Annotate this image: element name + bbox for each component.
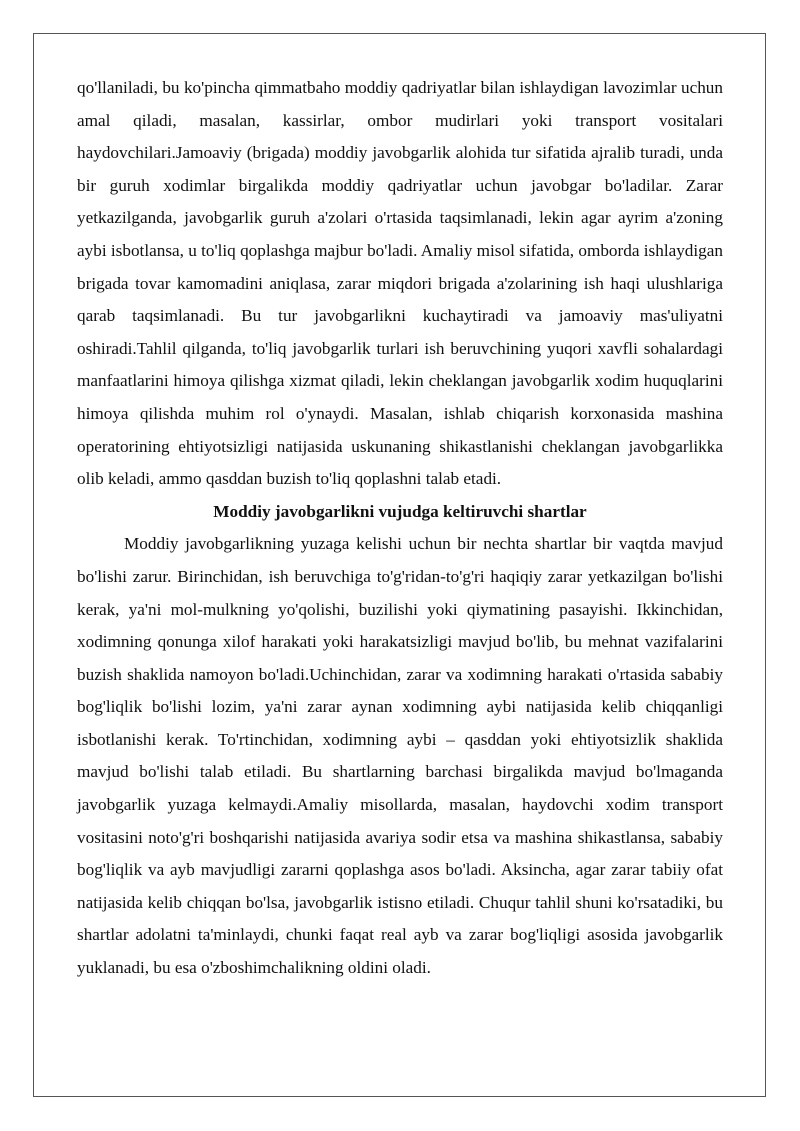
section-heading: Moddiy javobgarlikni vujudga keltiruvchi shartlar xyxy=(213,501,587,521)
body-paragraph-2: Moddiy javobgarlikning yuzaga kelishi uchun bir nechta shartlar bir vaqtda mavjud bo'lishi zarur. Birinchidan, ish beruvchiga to'g'ridan-to'g'ri haqiqiy zarar yetkazilgan bo'lishi kerak, ya'ni mol-mulkning yo'qolishi, buzilishi yoki qiymatining pasayishi. Ikkinchidan, xodimning qonunga xilof harakati yoki harakatsizligi mavjud bo'lib, bu mehnat vazifalarini buzish shaklida namoyon bo'ladi.Uchinchidan, zarar va xodimning harakati o'rtasida sababiy bog'liqlik bo'lishi lozim, ya'ni zarar aynan xodimning aybi natijasida kelib chiqqanligi isbotlanishi kerak. To'rtinchidan, xodimning aybi – qasddan yoki ehtiyotsizlik shaklida mavjud bo'lishi talab etiladi. Bu shartlarning barchasi birgalikda mavjud bo'lmaganda javobgarlik yuzaga kelmaydi.Amaliy misollarda, masalan, haydovchi xodim transport vositasini noto'g'ri boshqarishi natijasida avariya sodir etsa va mashina shikastlansa, sababiy bog'liqlik va ayb mavjudligi zararni qoplashga asos bo'ladi. Aksincha, agar zarar tabiiy ofat natijasida kelib chiqqan bo'lsa, javobgarlik istisno etiladi. Chuqur tahlil shuni ko'rsatadiki, bu shartlar adolatni ta'minlaydi, chunki faqat real ayb va zarar bog'liqligi asosida javobgarlik yuklanadi, bu esa o'zboshimchalikning oldini oladi. xyxy=(77,534,723,978)
body-paragraph-1: qo'llaniladi, bu ko'pincha qimmatbaho moddiy qadriyatlar bilan ishlaydigan lavozimlar uchun amal qiladi, masalan, kassirlar, ombor mudirlari yoki transport vositalari haydovchilari.Jamoaviy (brigada) moddiy javobgarlik alohida tur sifatida ajralib turadi, unda bir guruh xodimlar birgalikda moddiy qadriyatlar uchun javobgar bo'ladilar. Zarar yetkazilganda, javobgarlik guruh a'zolari o'rtasida taqsimlanadi, lekin agar ayrim a'zoning aybi isbotlansa, u to'liq qoplashga majbur bo'ladi. Amaliy misol sifatida, omborda ishlaydigan brigada tovar kamomadini aniqlasa, zarar miqdori brigada a'zolarining ish haqi ulushlariga qarab taqsimlanadi. Bu tur javobgarlikni kuchaytiradi va jamoaviy mas'uliyatni oshiradi.Tahlil qilganda, to'liq javobgarlik turlari ish beruvchining yuqori xavfli sohalardagi manfaatlarini himoya qilishga xizmat qiladi, lekin cheklangan javobgarlik xodim huquqlarini himoya qilishda muhim rol o'ynaydi. Masalan, ishlab chiqarish korxonasida mashina operatorining ehtiyotsizligi natijasida uskunaning shikastlanishi cheklangan javobgarlikka olib keladi, ammo qasddan buzish to'liq qoplashni talab etadi. xyxy=(77,78,723,489)
document-body xyxy=(77,72,723,985)
